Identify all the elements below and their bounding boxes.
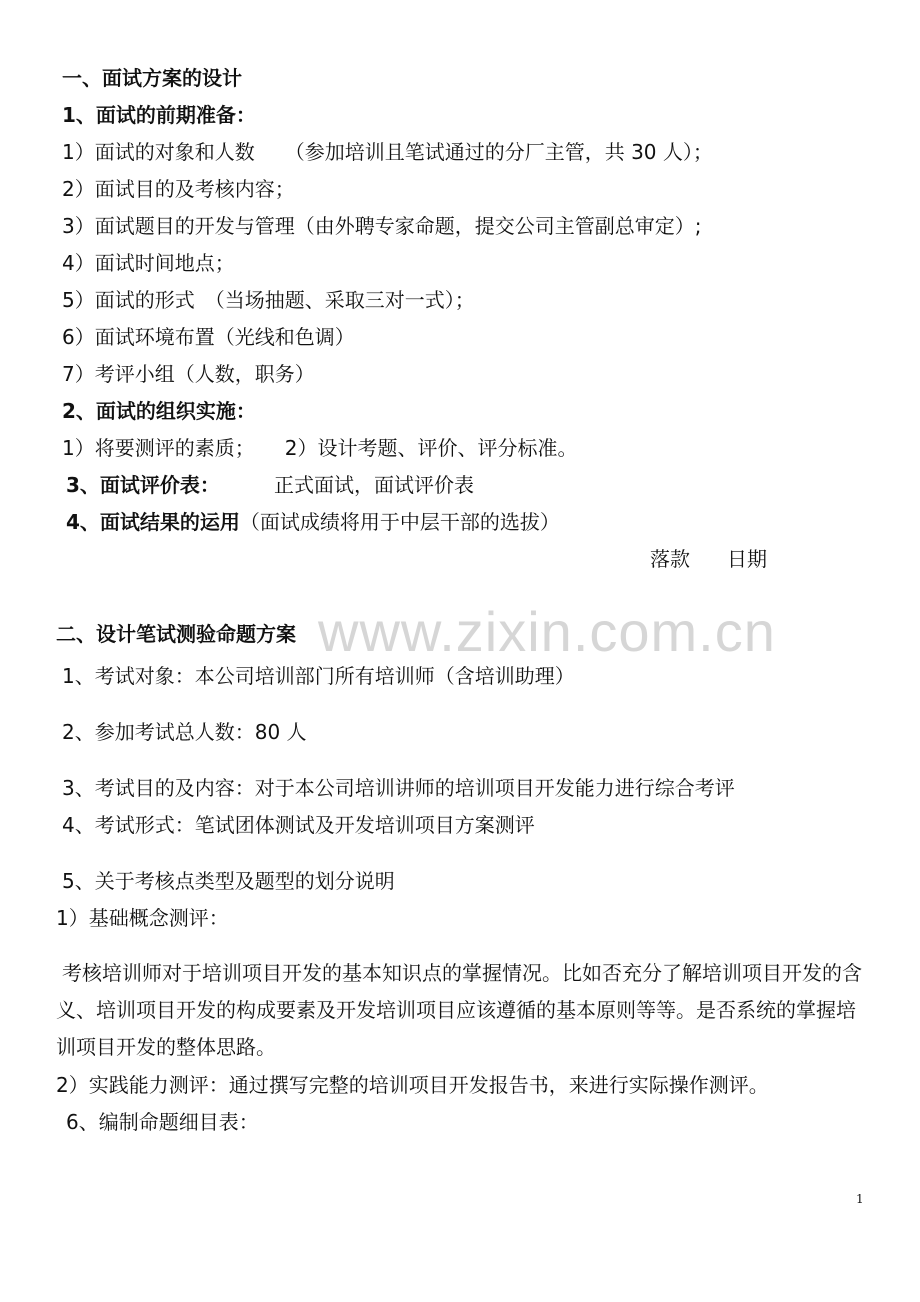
page-number: 1 <box>856 1192 864 1206</box>
use-line <box>66 509 560 535</box>
prep-item: 6）面试环境布置（光线和色调） <box>62 325 355 349</box>
exam-item: 1、考试对象：本公司培训部门所有培训师（含培训助理） <box>62 664 575 688</box>
body-paragraph: 考核培训师对于培训项目开发的基本知识点的掌握情况。比如否充分了解培训项目开发的含义、培训项目开发的构成要素及开发培训项目应该遵循的基本原则等等。是否系统的掌握培训项目开发的整体思路。 <box>56 961 862 1059</box>
use-title: 4、面试结果的运用 <box>66 510 240 534</box>
sign-label: 落款 <box>650 547 690 571</box>
prep-title: 1、面试的前期准备： <box>62 103 256 127</box>
sub1-title: 1）基础概念测评： <box>56 906 229 930</box>
prep-item: 4）面试时间地点； <box>62 251 235 275</box>
org-text: 1）将要测评的素质； 2）设计考题、评价、评分标准。 <box>62 436 578 460</box>
section1-title: 一、面试方案的设计 <box>62 66 242 90</box>
prep-item: 3）面试题目的开发与管理（由外聘专家命题，提交公司主管副总审定）; <box>62 214 702 238</box>
prep-item: 7）考评小组（人数，职务） <box>62 362 315 386</box>
use-text: （面试成绩将用于中层干部的选拔） <box>239 510 560 534</box>
org-title: 2、面试的组织实施： <box>62 399 256 423</box>
watermark: www.zixin.com.cn <box>318 600 776 663</box>
item6-title: 6、编制命题细目表： <box>66 1110 259 1134</box>
exam-item: 3、考试目的及内容：对于本公司培训讲师的培训项目开发能力进行综合考评 <box>62 776 735 800</box>
prep-item: 1）面试的对象和人数 （参加培训且笔试通过的分厂主管，共 30 人）； <box>62 140 713 164</box>
exam-item: 4、考试形式：笔试团体测试及开发培训项目方案测评 <box>62 813 535 837</box>
section2-title: 二、设计笔试测验命题方案 <box>56 622 296 646</box>
prep-item: 5）面试的形式 （当场抽题、采取三对一式）； <box>62 288 475 312</box>
exam-item: 2、参加考试总人数：80 人 <box>62 720 307 744</box>
eval-text: 正式面试，面试评价表 <box>274 473 474 497</box>
prep-item: 2）面试目的及考核内容； <box>62 177 295 201</box>
exam-item: 5、关于考核点类型及题型的划分说明 <box>62 869 395 893</box>
date-label: 日期 <box>727 547 767 571</box>
eval-title: 3、面试评价表： <box>66 473 220 497</box>
sub2-text: 2）实践能力测评：通过撰写完整的培训项目开发报告书，来进行实际操作测评。 <box>56 1073 769 1097</box>
